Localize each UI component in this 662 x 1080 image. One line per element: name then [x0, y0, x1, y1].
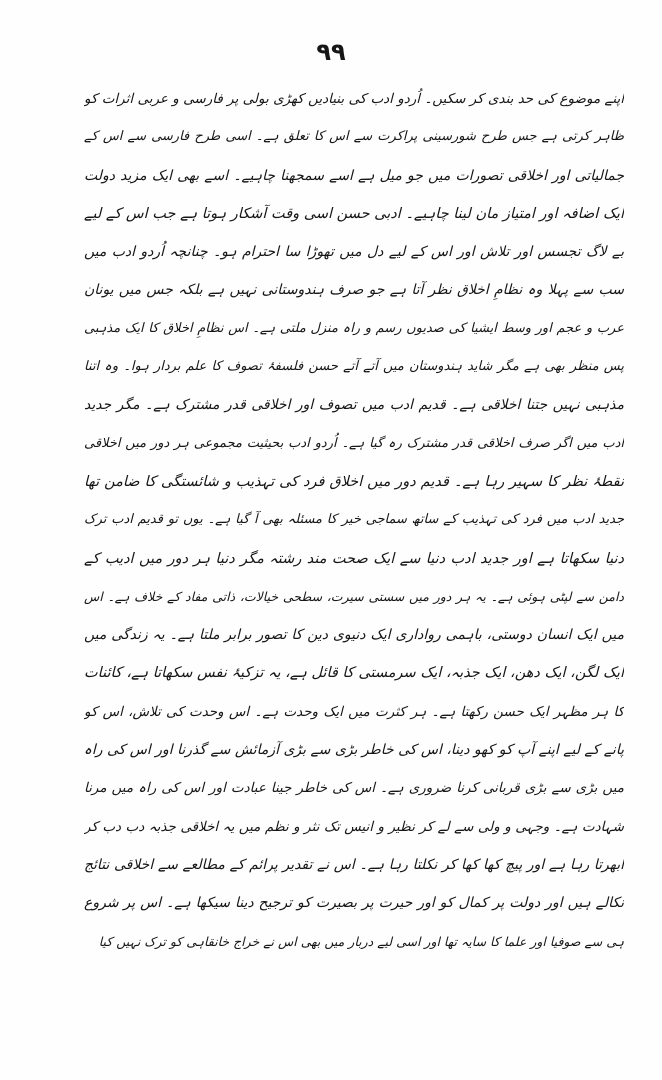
text-line: جدید ادب میں فرد کی تہذیب کے ساتھ سماجی خیر کا مسئلہ بھی آ گیا ہے۔ یوں تو قدیم ادب ترک: [84, 512, 624, 528]
text-line: ادب میں اگر صرف اخلاقی قدر مشترک رہ گیا ہے۔ اُردو ادب بحیثیت مجموعی ہر دور میں اخلاقی: [84, 435, 624, 451]
text-line: میں بڑی سے بڑی قربانی کرنا ضروری ہے۔ اس کی خاطر جینا عبادت اور اس کی راہ میں مرنا: [84, 780, 624, 797]
text-line: پانے کے لیے اپنے آپ کو کھو دینا، اس کی خاطر بڑی سے بڑی آزمائش سے گذرنا اور اس کی راہ: [84, 742, 624, 759]
body-text: [84, 80, 624, 961]
text-line: مذہبی نہیں جتنا اخلاقی ہے۔ قدیم ادب میں تصوف اور اخلاقی قدر مشترک ہے۔ مگر جدید: [84, 397, 624, 414]
text-line: بے لاگ تجسس اور تلاش اور اس کے لیے دل میں تھوڑا سا احترام ہو۔ چنانچہ اُردو ادب میں: [84, 244, 624, 261]
text-line: جمالیاتی اور اخلاقی تصورات میں جو میل ہے اسے سمجھنا چاہیے۔ اسے بھی ایک مزید دولت: [84, 167, 624, 184]
text-line: عرب و عجم اور وسط ایشیا کی صدیوں رسم و راہ منزل ملتی ہے۔ اس نظامِ اخلاق کا ایک مذہبی: [84, 320, 624, 336]
text-line: شہادت ہے۔ وجہی و ولی سے لے کر نظیر و انیس تک نثر و نظم میں یہ اخلاقی جذبہ دب دب کر: [84, 818, 624, 835]
text-line: ایک اضافہ اور امتیاز مان لینا چاہیے۔ ادبی حسن اسی وقت آشکار ہوتا ہے جب اس کے لیے: [84, 205, 624, 222]
text-line: پس منظر بھی ہے مگر شاید ہندوستان میں آتے آتے حسن فلسفۂ تصوف کا علم بردار ہوا۔ وہ اتنا: [84, 359, 624, 375]
text-line: ایک لگن، ایک دھن، ایک جذبہ، ایک سرمستی کا قائل ہے، یہ تزکیۂ نفس سکھاتا ہے، کائنات: [84, 665, 624, 682]
text-line: دامن سے لپٹی ہوئی ہے۔ یہ ہر دور میں سستی سیرت، سطحی خیالات، ذاتی مفاد کے خلاف ہے۔ اس: [84, 588, 624, 604]
text-line: ابھرتا رہا ہے اور پیچ کھا کھا کر نکلتا رہا ہے۔ اس نے تقدیر پرائم کے مطالعے سے اخلاقی نتائج: [84, 856, 624, 873]
text-line: دنیا سکھاتا ہے اور جدید ادب دنیا سے ایک صحت مند رشتہ مگر دنیا ہر دور میں ادیب کے: [84, 550, 624, 567]
text-line: نکالے ہیں اور دولت پر کمال کو اور حیرت پر بصیرت کو ترجیح دینا سیکھا ہے۔ اس پر شروع: [84, 895, 624, 912]
text-line: میں ایک انسان دوستی، باہمی رواداری ایک دنیوی دین کا تصور برابر ملتا ہے۔ یہ زندگی میں: [84, 627, 624, 644]
page-number: ۹۹: [316, 38, 346, 66]
text-line: نقطۂ نظر کا سہیر رہا ہے۔ قدیم دور میں اخلاق فرد کی تہذیب و شائستگی کا ضامن تھا: [84, 473, 624, 490]
text-line: اپنے موضوع کی حد بندی کر سکیں۔ اُردو ادب کی بنیادیں کھڑی بولی پر فارسی و عربی اثرات کو: [84, 91, 624, 107]
text-line: ہی سے صوفیا اور علما کا سایہ تھا اور اسی لیے دربار میں بھی اس نے خراج خانقاہی کو ترک نہیں کیا: [98, 933, 624, 949]
text-line: ظاہر کرتی ہے جس طرح شورسینی پراکرت سے اس کا تعلق ہے۔ اسی طرح فارسی سے اس کے: [84, 129, 624, 145]
text-line: کا ہر مظہر ایک حسن رکھتا ہے۔ ہر کثرت میں ایک وحدت ہے۔ اس وحدت کی تلاش، اس کو: [84, 703, 624, 720]
text-line: سب سے پہلا وہ نظامِ اخلاق نظر آتا ہے جو صرف ہندوستانی نہیں ہے بلکہ جس میں یونان: [84, 282, 624, 299]
